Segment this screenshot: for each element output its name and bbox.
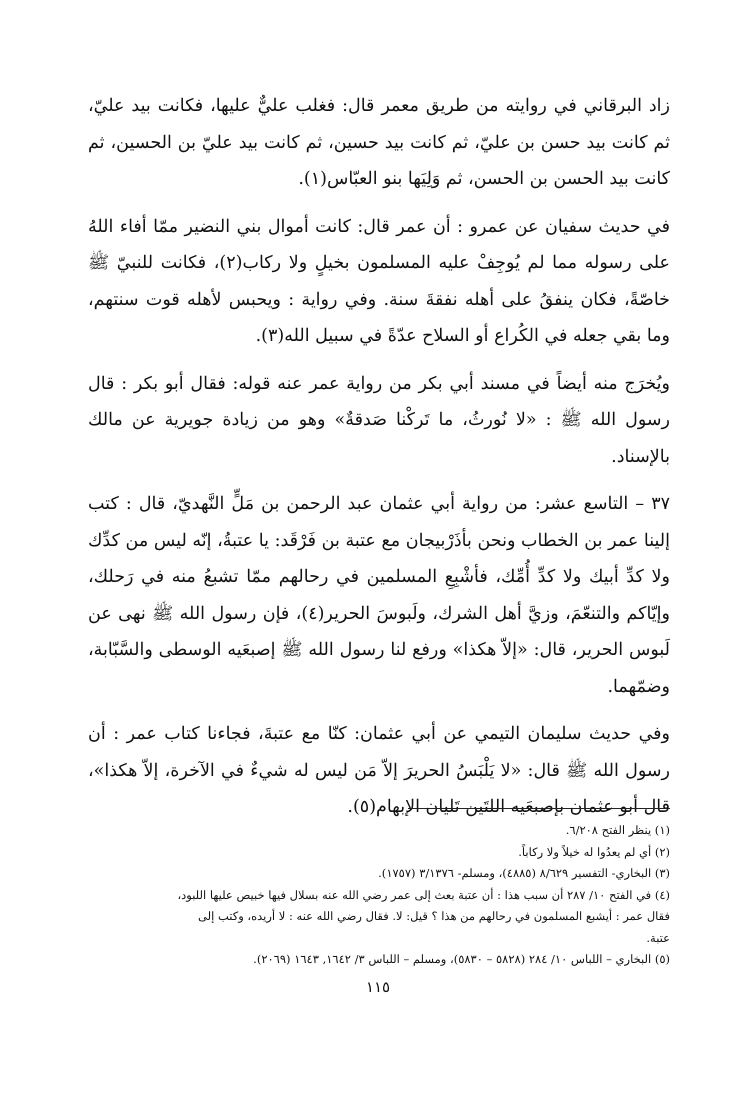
paragraph-sufyan: في حديث سفيان عن عمرو : أن عمر قال: كانت أموال بني النضير ممّا أفاء اللهُ على رسوله مما لم يُوجِفْ عليه المسلمون بخيلٍ ولا ركاب(٢)، فكانت للنبيّ ﷺ خاصّةً، فكان ينفقُ على أهله نفقةَ سنة. وفي رواية : ويحبس لأهله قوت سنتهم، وما بقي جعله في الكُراع أو السلاح عدّةً في سبيل الله(٣). xyxy=(88,216,670,346)
footnote-2: (٢) أي لم يعدُوا له خيلاً ولا ركاباً. xyxy=(518,844,670,859)
footnote-3: (٣) البخاري- التفسير ٨/٦٢٩ (٤٨٨٥)، ومسلم- ٣/١٣٧٦ (١٧٥٧). xyxy=(378,866,670,880)
paragraph-barqani: زاد البرقاني في روايته من طريق معمر قال: فغلب عليٌّ عليها، فكانت بيد عليّ، ثم كانت بيد حسن بن عليّ، ثم كانت بيد حسين، ثم كانت بيد عليّ بن الحسين، ثم كانت بيد الحسن بن الحسن، ثم وَلِيَها بنو العبّاس(١). xyxy=(88,96,670,189)
paragraph-abu-bakr: ويُخرَج منه أيضاً في مسند أبي بكر من رواية عمر عنه قوله: فقال أبو بكر : قال رسول الله ﷺ : «لا نُورثُ، ما تَركْنا صَدقةٌ» وهو من زيادة جويرية عن مالك بالإسناد. xyxy=(88,373,670,467)
footnotes xyxy=(88,820,670,971)
main-text xyxy=(88,88,670,837)
paragraph-hadith-37: ٣٧ – التاسع عشر: من رواية أبي عثمان عبد الرحمن بن مَلٍّ النَّهديّ، قال : كتب إلينا عمر بن الخطاب ونحن بأذَرْبيجان مع عتبة بن فَرْقَد: يا عتبةُ، إنّه ليس من كدِّك ولا كدِّ أبيك ولا كدِّ أُمِّك، فأشْبِعِ المسلمين في رحالهم ممّا تشبعُ منه في رَحلك، وإيّاكم والتنعّمَ، وزيَّ أهل الشرك، ولَبوسَ الحرير(٤)، فإن رسول الله ﷺ نهى عن لَبوس الحرير، قال: «إلاّ هكذا» ورفع لنا رسول الله ﷺ إصبعَيه الوسطى والسَّبّابة، وضمّهما. xyxy=(88,494,670,697)
paragraph-sulayman: وفي حديث سليمان التيمي عن أبي عثمان: كنّا مع عتبةَ، فجاءنا كتاب عمر : أن رسول الله ﷺ قال: «لا يَلْبَسُ الحريرَ إلاّ مَن ليس له شيءٌ في الآخرة، إلاّ هكذا»، قال أبو عثمان بإصبعَيه اللتَين تَليان الإبهام(٥). xyxy=(88,724,670,817)
footnote-4-line-3: عتبة. xyxy=(646,930,670,945)
footnote-4-line-1: (٤) في الفتح ١٠/ ٢٨٧ أن سبب هذا : أن عتبة بعث إلى عمر رضي الله عنه بسلال فيها خبيص عليها اللبود، xyxy=(177,887,670,902)
footnote-divider xyxy=(408,808,670,809)
footnote-4-line-2: فقال عمر : أيشبع المسلمون في رحالهم من هذا ؟ قيل: لا. فقال رضي الله عنه : لا أريده، وكتب إلى xyxy=(198,909,670,923)
page-number: ١١٥ xyxy=(365,978,391,996)
footnote-1: (١) ينظر الفتح ٦/٢٠٨. xyxy=(565,823,670,837)
footnote-5: (٥) البخاري – اللباس ١٠/ ٢٨٤ (٥٨٢٨ – ٥٨٣٠)، ومسلم – اللباس ٣/ ١٦٤٢, ١٦٤٣ (٢٠٦٩). xyxy=(253,952,670,966)
